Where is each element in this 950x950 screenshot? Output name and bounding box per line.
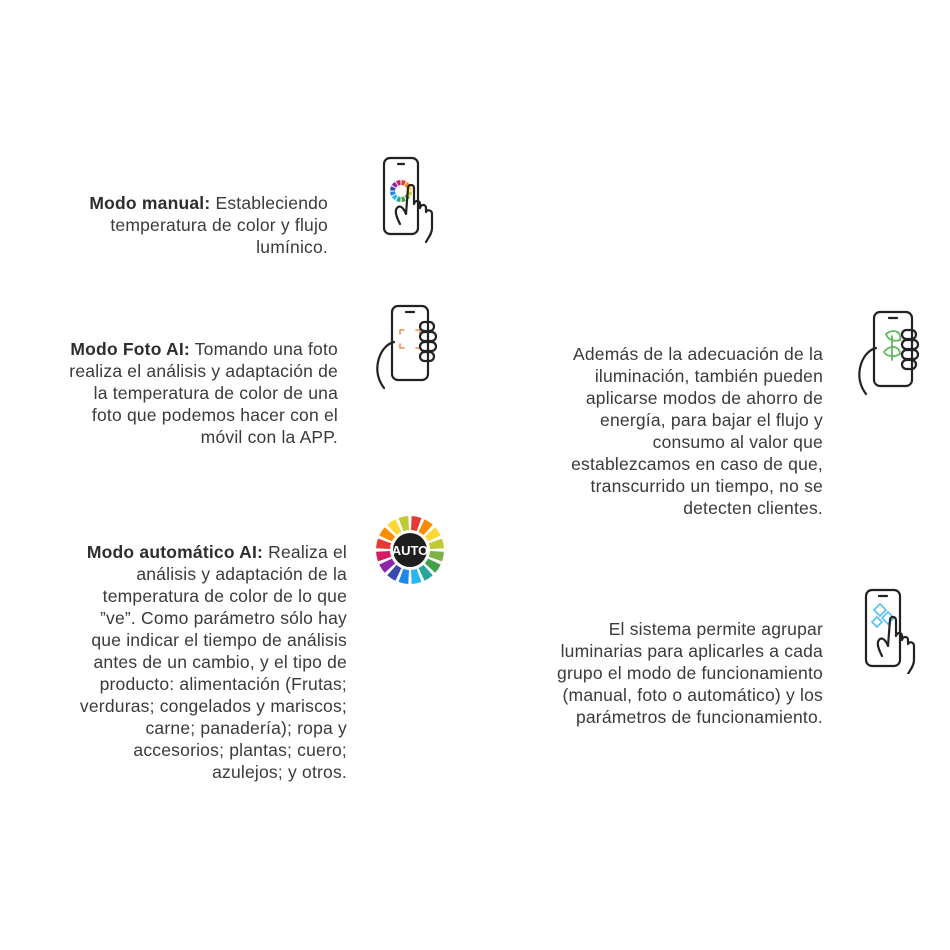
auto-badge-label: AUTO: [391, 543, 429, 558]
wheel-segment: [376, 539, 391, 549]
wheel-segment: [399, 569, 409, 584]
wheel-segment: [392, 182, 398, 188]
wheel-segment: [411, 569, 421, 584]
manual-mode-title: Modo manual:: [89, 193, 211, 213]
auto-mode-title: Modo automático AI:: [86, 542, 264, 562]
photo-mode-title: Modo Foto AI:: [70, 339, 190, 359]
photo-mode-text: Modo Foto AI: Tomando una foto realiza el análisis y adaptación de la temperatura de color de una foto que podemos hacer con el móvil con la APP.: [69, 339, 338, 447]
grouping-text: El sistema permite agrupar luminarias para aplicarles a cada grupo el modo de funcionamiento (manual, foto o automático) y los parámetros de funcionamiento.: [557, 619, 823, 727]
auto-mode-text: Modo automático AI: Realiza el análisis y adaptación de la temperatura de color de lo que ”ve”. Como parámetro sólo hay que indicar el tiempo de análisis antes de un cambio, y el tipo de producto: alimentación (Frutas; verduras; congelados y mariscos; carne; panadería); ropa y accesorios; plantas; cuero; azulejos; y otros.: [79, 542, 347, 782]
wheel-segment: [376, 551, 391, 561]
phone-color-wheel-touch-icon: [378, 154, 440, 244]
wheel-segment: [392, 194, 398, 200]
wheel-segment: [399, 516, 409, 531]
wheel-segment: [429, 551, 444, 561]
wheel-segment: [411, 516, 421, 531]
energy-saving-text: Además de la adecuación de la iluminación, también pueden aplicarse modos de ahorro de energía, para bajar el flujo y consumo al valor que establezcamos en caso de que, transcurrido un tiempo, no se detecten clientes.: [571, 344, 823, 518]
auto-color-wheel-icon: [374, 514, 446, 586]
manual-mode-text: Modo manual: Estableciendo temperatura de color y flujo lumínico.: [89, 193, 328, 257]
wheel-segment: [429, 539, 444, 549]
phone-leaf-energy-icon: [854, 308, 926, 398]
phone-group-touch-icon: [860, 586, 924, 674]
phone-camera-hand-icon: [370, 302, 442, 390]
